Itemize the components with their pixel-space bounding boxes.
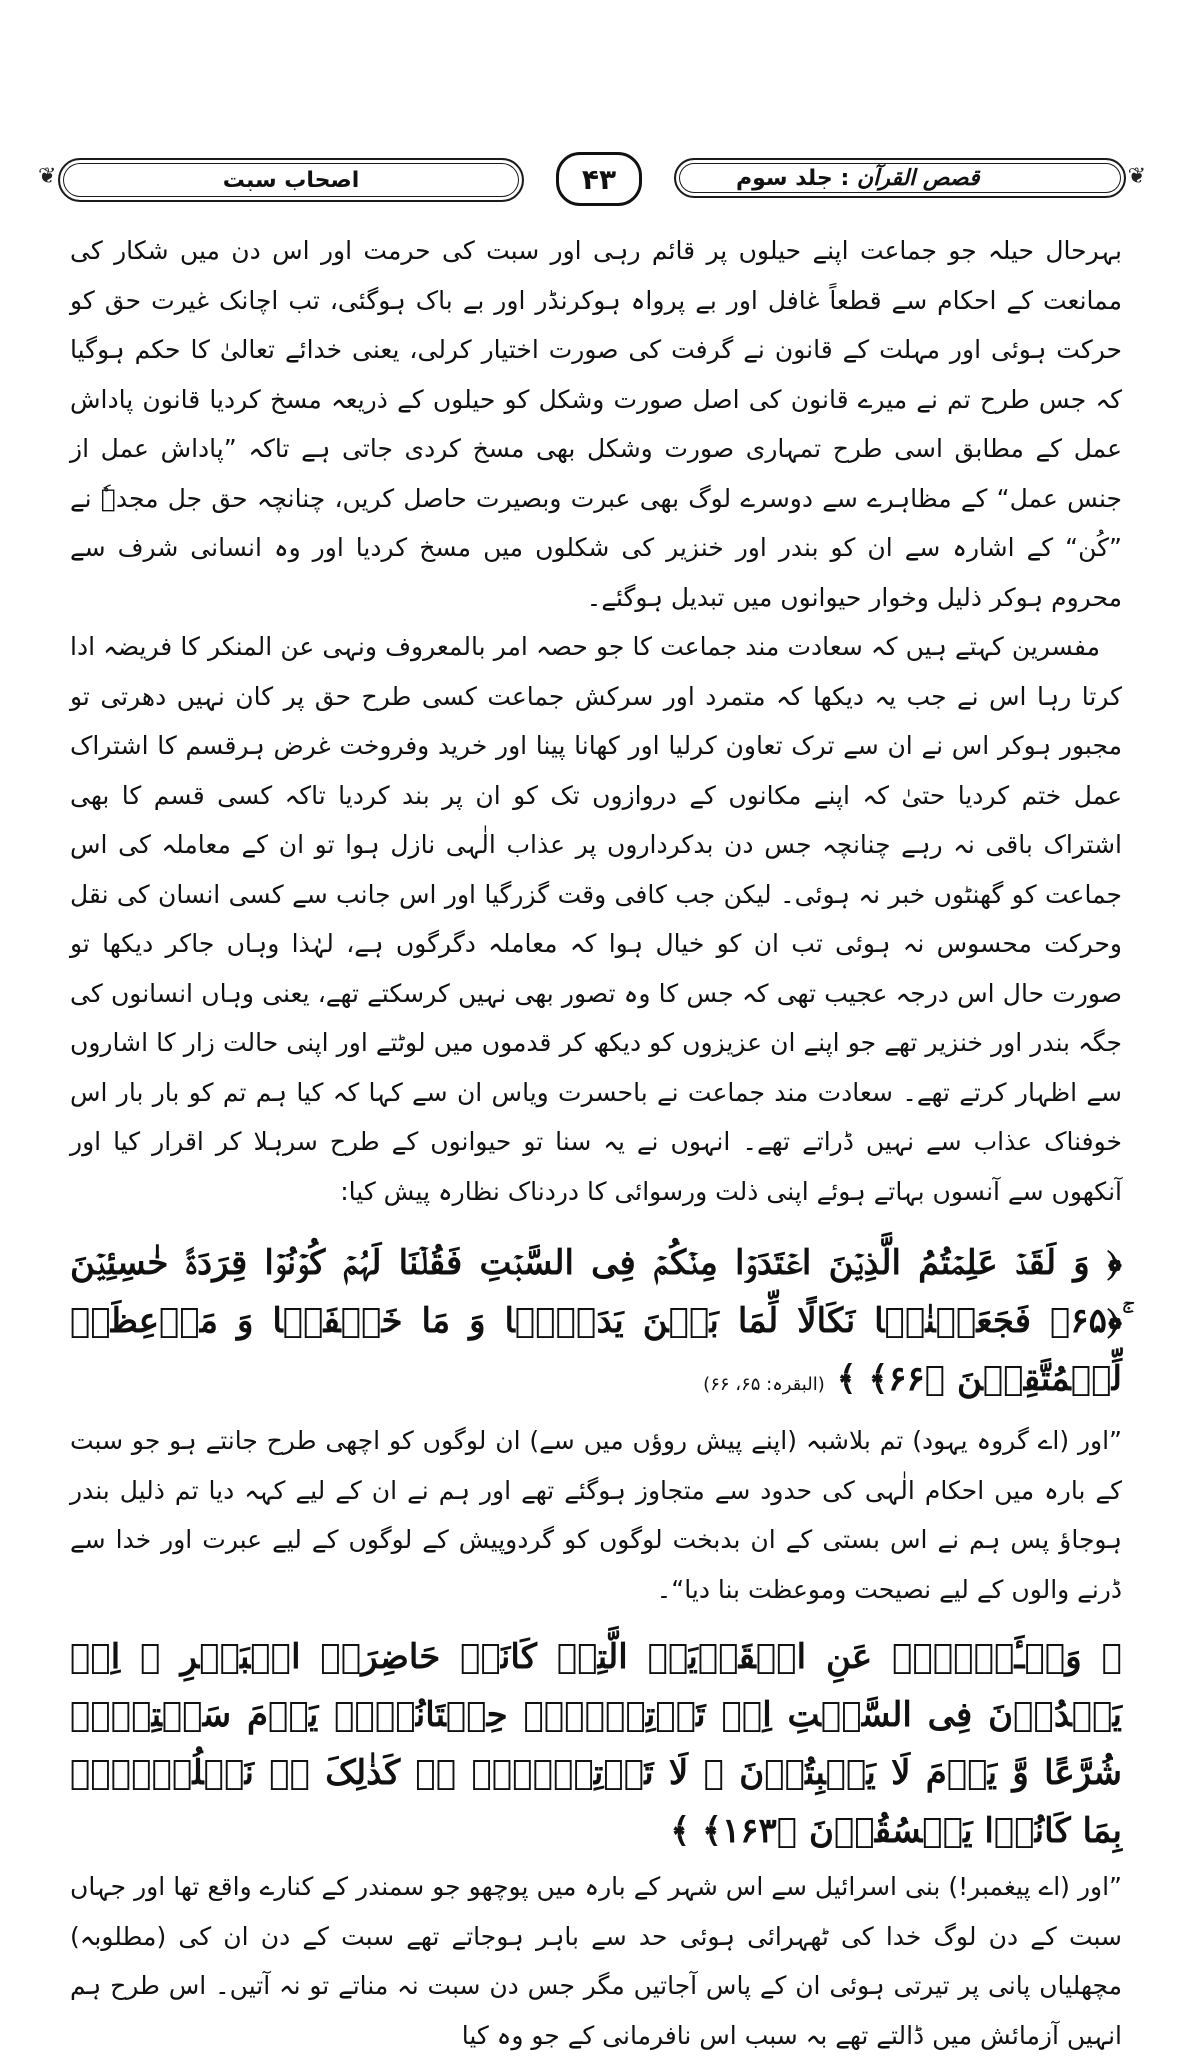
paragraph-2: مفسرین کہتے ہیں کہ سعادت مند جماعت کا جو حصہ امر بالمعروف ونہی عن المنکر کا فریضہ ادا کرتا رہا اس نے جب یہ دیکھا کہ متمرد اور سرکش جماعت کسی طرح حق پر کان نہیں دھرتی تو مجبور ہوکر اس نے ان سے ترک تعاون کرلیا اور کھانا پینا اور خرید وفروخت غرض ہرقسم کا اشتراک عمل ختم کردیا حتیٰ کہ اپنے مکانوں کے دروازوں تک کو ان پر بند کردیا تاکہ کسی قسم کا بھی اشتراک باقی نہ رہے چنانچہ جس دن بدکرداروں پر عذاب الٰہی نازل ہوا تو ان کے معاملہ کی اس جماعت کو گھنٹوں خبر نہ ہوئی۔ لیکن جب کافی وقت گزرگیا اور اس جانب سے کسی انسان کی نقل وحرکت محسوس نہ ہوئی تب ان کو خیال ہوا کہ معاملہ دگرگوں ہے، لہٰذا وہاں جاکر دیکھا تو صورت حال اس درجہ عجیب تھی کہ جس کا وہ تصور بھی نہیں کرسکتے تھے، یعنی وہاں انسانوں کی جگہ بندر اور خنزیر تھے جو اپنے ان عزیزوں کو دیکھ کر قدموں میں لوٹتے اور اپنی حالت زار کا اشاروں سے اظہار کرتے تھے۔ سعادت مند جماعت نے باحسرت ویاس ان سے کہا کہ کیا ہم تم کو بار بار اس خوفناک عذاب سے نہیں ڈراتے تھے۔ انہوں نے یہ سنا تو حیوانوں کے طرح سرہلا کر اقرار کیا اور آنکھوں سے آنسوں بہاتے ہوئے اپنی ذلت ورسوائی کا دردناک نظارہ پیش کیا: — [70, 632, 1122, 1206]
book-title-tab — [674, 158, 1126, 198]
ornament-right: ❦ — [1127, 164, 1146, 189]
verse-1-text: ﴿ وَ لَقَدۡ عَلِمۡتُمُ الَّذِیۡنَ اعۡتَدَوۡا مِنۡکُمۡ فِی السَّبۡتِ فَقُلۡنَا لَہُمۡ کُوۡنُوۡا قِرَدَۃً خٰسِئِیۡنَ ۚ﴿۶۵﴾ فَجَعَلۡنٰہَا نَکَالًا لِّمَا بَیۡنَ یَدَیۡہَا وَ مَا خَلۡفَہَا وَ مَوۡعِظَۃً لِّلۡمُتَّقِیۡنَ ﴿۶۶﴾ ﴾ — [70, 1243, 1122, 1399]
translation-2: ”اور (اے پیغمبر!) بنی اسرائیل سے اس شہر کے بارہ میں پوچھو جو سمندر کے کنارے واقع تھا اور جہاں سبت کے دن لوگ خدا کی ٹھہرائی ہوئی حد سے باہر ہوجاتے تھے سبت کے دن ان کی (مطلوبہ) مچھلیاں پانی پر تیرتی ہوئی ان کے پاس آجاتیں مگر جس دن سبت نہ مناتے تو نہ آتیں۔ اس طرح ہم انہیں آزمائش میں ڈالتے تھے بہ سبب اس نافرمانی کے جو وہ کیا — [70, 1872, 1122, 2050]
running-header — [38, 150, 1146, 212]
translation-1: ”اور (اے گروہ یہود) تم بلاشبہ (اپنے پیش روؤں میں سے) ان لوگوں کو اچھی طرح جانتے ہو جو سبت کے بارہ میں احکام الٰہی کی حدود سے متجاوز ہوگئے تھے اور ہم نے ان کے لیے کہہ دیا تم ذلیل بندر ہوجاؤ پس ہم نے اس بستی کے ان بدبخت لوگوں کو گردوپیش کے لوگوں کے لیے عبرت اور خدا سے ڈرنے والوں کے لیے نصیحت وموعظت بنا دیا“۔ — [70, 1426, 1122, 1604]
quran-verse-1 — [70, 1234, 1122, 1414]
page-body — [70, 226, 1122, 2060]
chapter-tab — [58, 158, 524, 202]
page-number: ۴۳ — [556, 152, 642, 206]
paragraph-1: بہرحال حیلہ جو جماعت اپنے حیلوں پر قائم رہی اور سبت کی حرمت اور اس دن میں شکار کی ممانعت کے احکام سے قطعاً غافل اور بے پرواہ ہوکرنڈر اور بے باک ہوگئی، تب اچانک غیرت حق کو حرکت ہوئی اور مہلت کے قانون نے گرفت کی صورت اختیار کرلی، یعنی خدائے تعالیٰ کا حکم ہوگیا کہ جس طرح تم نے میرے قانون کی اصل صورت وشکل کو حیلوں کے ذریعہ مسخ کردیا قانون پاداش عمل کے مطابق اسی طرح تمہاری صورت وشکل بھی مسخ کردی جاتی ہے تاکہ ”پاداش عمل از جنس عمل“ کے مظاہرے سے دوسرے لوگ بھی عبرت وبصیرت حاصل کریں، چنانچہ حق جل مجدہٗ نے ”کُن“ کے اشارہ سے ان کو بندر اور خنزیر کی شکلوں میں مسخ کردیا اور وہ انسانی شرف سے محروم ہوکر ذلیل وخوار حیوانوں میں تبدیل ہوگئے۔ — [70, 236, 1122, 612]
verse-1-reference: (البقرہ: ۶۵، ۶۶) — [703, 1374, 825, 1395]
book-title: قصص القرآن — [856, 165, 980, 191]
ornament-left: ❦ — [38, 164, 57, 189]
volume-label: جلد سوم — [736, 165, 833, 191]
title-separator: : — [840, 165, 850, 191]
chapter-title: اصحاب سبت — [222, 167, 360, 193]
book-title-group — [736, 166, 979, 191]
verse-2-text: ﴿ وَسۡـَٔلۡہُمۡ عَنِ الۡقَرۡیَۃِ الَّتِیۡ کَانَتۡ حَاضِرَۃَ الۡبَحۡرِ ۘ اِذۡ یَعۡدُوۡنَ فِی السَّبۡتِ اِذۡ تَاۡتِیۡہِمۡ حِیۡتَانُہُمۡ یَوۡمَ سَبۡتِہِمۡ شُرَّعًا وَّ یَوۡمَ لَا یَسۡبِتُوۡنَ ۙ لَا تَاۡتِیۡہِمۡ ۚۛ کَذٰلِکَ ۚۛ نَبۡلُوۡہُمۡ بِمَا کَانُوۡا یَفۡسُقُوۡنَ ﴿۱۶۳﴾ ﴾ — [70, 1637, 1122, 1851]
quran-verse-2 — [70, 1628, 1122, 1860]
